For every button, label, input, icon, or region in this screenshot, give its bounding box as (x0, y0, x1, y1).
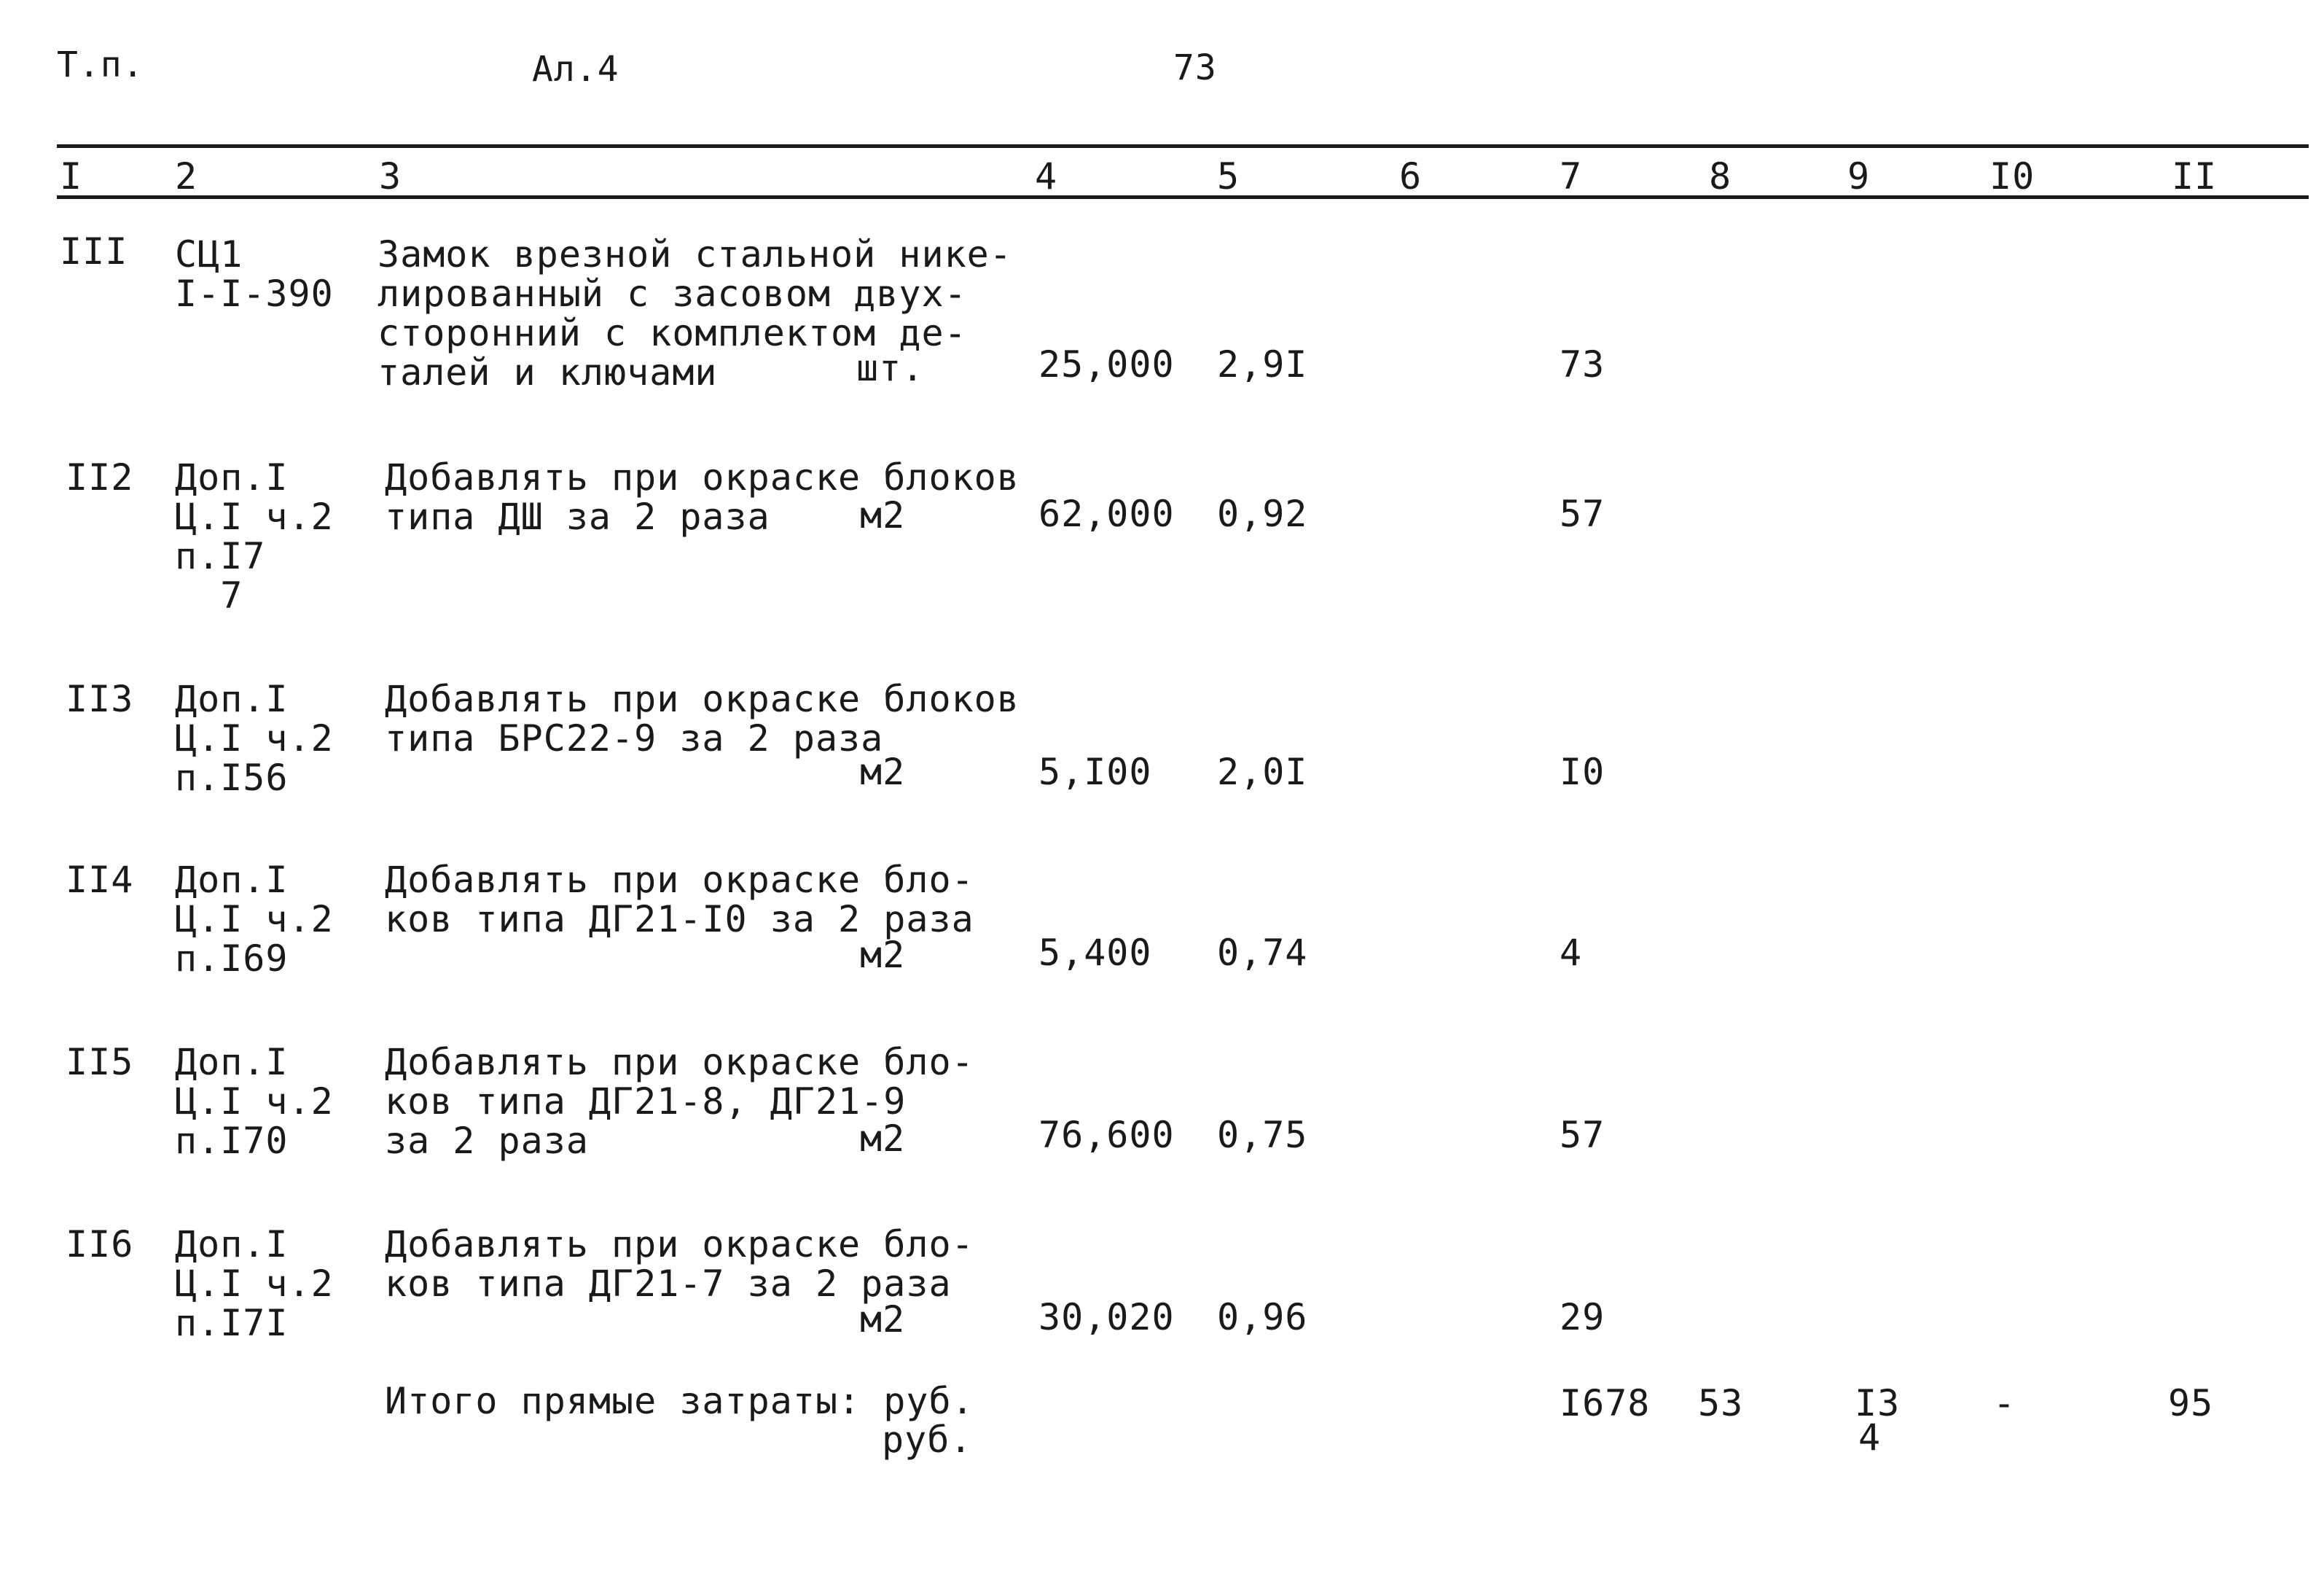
row-unit: м2 (860, 1298, 906, 1341)
row-unit: м2 (860, 934, 906, 976)
column-label: 3 (379, 155, 402, 198)
column-label: II (2172, 155, 2218, 198)
row-code: Доп.I Ц.I ч.2 п.I70 (175, 1041, 334, 1162)
row-code: Доп.I Ц.I ч.2 п.I56 (175, 678, 334, 799)
summary-col9-sub: 4 (1858, 1416, 1882, 1459)
column-label: 7 (1560, 155, 1583, 198)
column-label: 8 (1709, 155, 1732, 198)
row-unit-price: 0,74 (1217, 932, 1308, 974)
row-quantity: 5,400 (1038, 932, 1152, 974)
row-total: 57 (1560, 493, 1605, 535)
row-code: Доп.I Ц.I ч.2 п.I7I (175, 1223, 334, 1344)
summary-unit: руб. (882, 1419, 973, 1461)
row-description: Замок врезной стальной нике- лированный с засовом двух- сторонний с комплектом де- талей и ключами (377, 233, 1012, 394)
row-total: I0 (1560, 751, 1605, 793)
page-number: 73 (1173, 47, 1217, 88)
summary-col9: I3 (1855, 1382, 1901, 1424)
row-description: Добавлять при окраске бло- ков типа ДГ21-8, ДГ21-9 за 2 раза (385, 1041, 974, 1162)
row-description: Добавлять при окраске бло- ков типа ДГ21-I0 за 2 раза (385, 859, 974, 940)
row-unit-price: 2,9I (1217, 343, 1308, 386)
top-rule (57, 144, 2309, 148)
column-label: 5 (1217, 155, 1240, 198)
row-description: Добавлять при окраске блоков типа ДШ за 2 раза (385, 456, 1020, 538)
summary-col10: - (1993, 1382, 2016, 1424)
row-unit-price: 0,75 (1217, 1114, 1308, 1156)
row-quantity: 76,600 (1038, 1114, 1175, 1156)
row-quantity: 5,I00 (1038, 751, 1152, 793)
row-unit-price: 0,96 (1217, 1296, 1308, 1338)
summary-col11: 95 (2168, 1382, 2214, 1424)
row-description: Добавлять при окраске блоков типа БРС22-9 за 2 раза (385, 678, 1020, 760)
sheet-number: Ал.4 (532, 49, 619, 90)
row-total: 4 (1560, 932, 1583, 974)
row-number: II2 (66, 456, 134, 499)
row-quantity: 25,000 (1038, 343, 1175, 386)
row-total: 29 (1560, 1296, 1605, 1338)
row-number: II5 (66, 1041, 134, 1083)
row-total: 73 (1560, 343, 1605, 386)
row-unit: шт. (856, 347, 925, 389)
row-number: III (60, 230, 128, 273)
column-label: I (60, 155, 83, 198)
row-code: Доп.I Ц.I ч.2 п.I7 7 (175, 456, 334, 617)
row-quantity: 30,020 (1038, 1296, 1175, 1338)
column-label: I0 (1990, 155, 2035, 198)
summary-col7: I678 (1560, 1382, 1651, 1424)
row-quantity: 62,000 (1038, 493, 1175, 535)
row-unit: м2 (860, 494, 906, 537)
row-unit: м2 (860, 1117, 906, 1160)
row-number: II6 (66, 1223, 134, 1265)
row-description: Добавлять при окраске бло- ков типа ДГ21-7 за 2 раза (385, 1223, 974, 1305)
summary-label: Итого прямые затраты: руб. (385, 1380, 974, 1422)
row-total: 57 (1560, 1114, 1605, 1156)
column-label: 6 (1399, 155, 1423, 198)
row-number: II3 (66, 678, 134, 720)
row-code: СЦ1 I-I-390 (175, 233, 334, 315)
summary-col8: 53 (1698, 1382, 1744, 1424)
column-label: 4 (1035, 155, 1058, 198)
column-label: 2 (175, 155, 198, 198)
doc-code: Т.п. (57, 44, 144, 85)
row-number: II4 (66, 859, 134, 901)
row-code: Доп.I Ц.I ч.2 п.I69 (175, 859, 334, 980)
row-unit-price: 2,0I (1217, 751, 1308, 793)
column-label: 9 (1847, 155, 1871, 198)
row-unit: м2 (860, 751, 906, 793)
row-unit-price: 0,92 (1217, 493, 1308, 535)
